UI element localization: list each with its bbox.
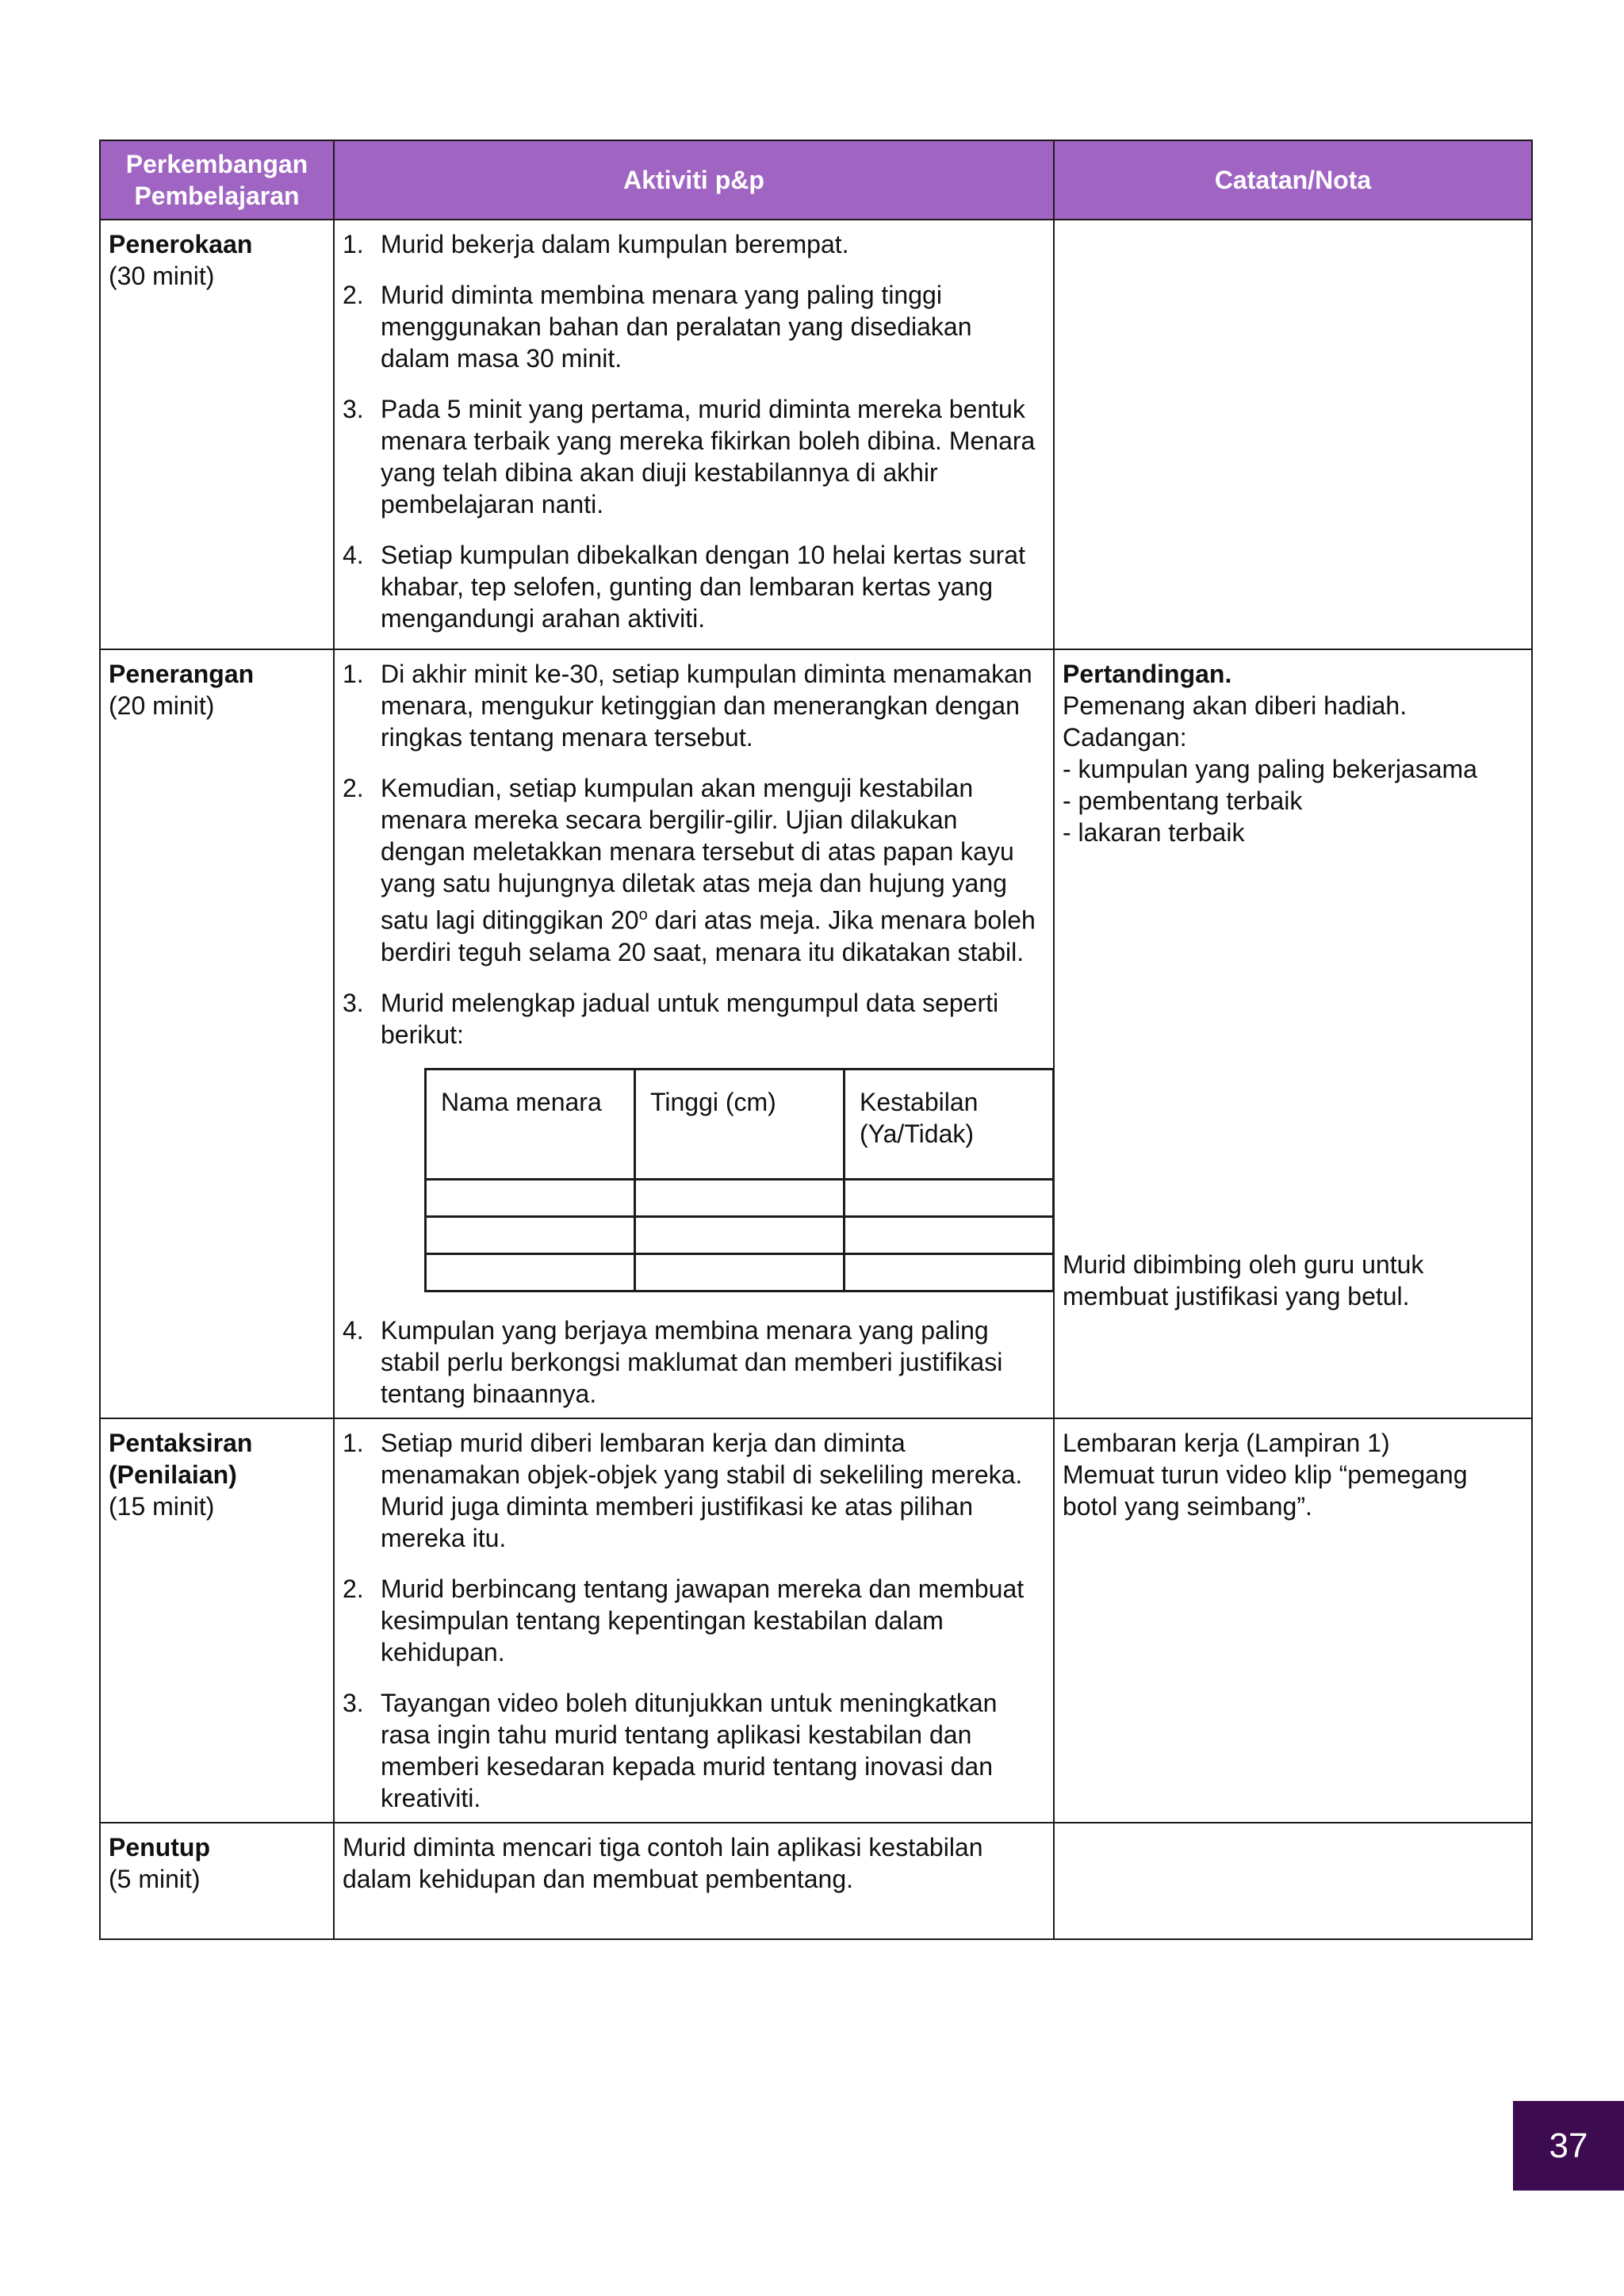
activity-steps bbox=[343, 658, 1045, 1410]
activity-step: 4. Setiap kumpulan dibekalkan dengan 10 helai kertas surat khabar, tep selofen, gunting dan lembaran kertas yang mengandungi arahan aktiviti. bbox=[343, 541, 1025, 633]
stage-cell bbox=[100, 1823, 334, 1939]
notes-line: Memuat turun video klip “pemegang botol yang seimbang”. bbox=[1063, 1460, 1468, 1521]
notes-guidance: Murid dibimbing oleh guru untuk membuat justifikasi yang betul. bbox=[1063, 1250, 1424, 1311]
notes-line: Lembaran kerja (Lampiran 1) bbox=[1063, 1428, 1390, 1457]
stage-duration: (15 minit) bbox=[109, 1491, 215, 1521]
stage-cell bbox=[100, 220, 334, 649]
stage-duration: (20 minit) bbox=[109, 691, 215, 720]
notes-cell bbox=[1054, 649, 1532, 1418]
activity-step: 2. Murid diminta membina menara yang paling tinggi menggunakan bahan dan peralatan yang disediakan dalam masa 30 minit. bbox=[343, 281, 972, 373]
notes-line: - kumpulan yang paling bekerjasama bbox=[1063, 755, 1477, 783]
stage-cell bbox=[100, 649, 334, 1418]
notes-line: - pembentang terbaik bbox=[1063, 786, 1303, 815]
activity-step: 1. Di akhir minit ke-30, setiap kumpulan diminta menamakan menara, mengukur ketinggian dan menerangkan dengan ringkas tentang menara tersebut. bbox=[343, 660, 1032, 752]
data-table-cell[interactable] bbox=[426, 1179, 635, 1216]
data-table-cell[interactable] bbox=[635, 1216, 845, 1253]
activity-step: 4. Kumpulan yang berjaya membina menara yang paling stabil perlu berkongsi maklumat dan memberi justifikasi tentang binaannya. bbox=[343, 1315, 1003, 1408]
activity-steps bbox=[343, 1427, 1045, 1814]
header-activity: Aktiviti p&p bbox=[334, 140, 1054, 220]
page-number: 37 bbox=[1513, 2101, 1624, 2191]
data-table-header: Kestabilan (Ya/Tidak) bbox=[845, 1069, 1054, 1179]
activity-steps bbox=[343, 228, 1045, 634]
data-table-row bbox=[426, 1216, 1054, 1253]
degree-superscript: o bbox=[638, 906, 648, 924]
header-stage: Perkembangan Pembelajaran bbox=[100, 140, 334, 220]
data-table-cell[interactable] bbox=[845, 1216, 1054, 1253]
notes-title: Pertandingan. bbox=[1063, 660, 1232, 688]
stage-cell bbox=[100, 1418, 334, 1823]
table-row-penutup bbox=[100, 1823, 1532, 1939]
activity-step: 2. Kemudian, setiap kumpulan akan menguji kestabilan menara mereka secara bergilir-gilir. Ujian dilakukan dengan meletakkan menara tersebut di atas papan kayu yang satu hujungnya diletak atas meja dan hujung yang satu lagi ditinggikan 20$^o$ dari atas meja. Jika menara boleh berdiri teguh selama 20 saat, menara itu dikatakan stabil. bbox=[343, 774, 1036, 966]
activity-cell bbox=[334, 220, 1054, 649]
data-table-header: Nama menara bbox=[426, 1069, 635, 1179]
notes-line: - lakaran terbaik bbox=[1063, 818, 1245, 847]
header-notes: Catatan/Nota bbox=[1054, 140, 1532, 220]
data-table-cell[interactable] bbox=[426, 1253, 635, 1291]
notes-cell bbox=[1054, 220, 1532, 649]
notes-line: Pemenang akan diberi hadiah. bbox=[1063, 691, 1408, 720]
data-table-header: Tinggi (cm) bbox=[635, 1069, 845, 1179]
data-table-cell[interactable] bbox=[635, 1253, 845, 1291]
stage-duration: (5 minit) bbox=[109, 1864, 201, 1893]
stage-duration: (30 minit) bbox=[109, 262, 215, 290]
data-collection-table bbox=[424, 1068, 1055, 1292]
activity-step: 1. Murid bekerja dalam kumpulan berempat. bbox=[343, 230, 849, 258]
activity-step: 1. Setiap murid diberi lembaran kerja dan diminta menamakan objek-objek yang stabil di sekeliling mereka. Murid juga diminta memberi justifikasi ke atas pilihan mereka itu. bbox=[343, 1428, 1023, 1552]
table-header-row bbox=[100, 140, 1532, 220]
activity-step: 3. Tayangan video boleh ditunjukkan untuk meningkatkan rasa ingin tahu murid tentang aplikasi kestabilan dan memberi kesedaran kepada murid tentang inovasi dan kreativiti. bbox=[343, 1688, 998, 1812]
notes-cell bbox=[1054, 1823, 1532, 1939]
stage-name: Pentaksiran bbox=[109, 1428, 253, 1457]
activity-step: 3. Murid melengkap jadual untuk mengumpul data seperti berikut: Nama menara Tinggi (cm) Kestabilan (Ya/Tidak) bbox=[343, 987, 1045, 1292]
data-table-cell[interactable] bbox=[845, 1179, 1054, 1216]
table-row-pentaksiran bbox=[100, 1418, 1532, 1823]
data-table-cell[interactable] bbox=[426, 1216, 635, 1253]
activity-cell bbox=[334, 1418, 1054, 1823]
activity-step: 2. Murid berbincang tentang jawapan mereka dan membuat kesimpulan tentang kepentingan kestabilan dalam kehidupan. bbox=[343, 1574, 1025, 1667]
data-table-row bbox=[426, 1179, 1054, 1216]
notes-cell bbox=[1054, 1418, 1532, 1823]
activity-cell bbox=[334, 649, 1054, 1418]
stage-name: Penerangan bbox=[109, 660, 255, 688]
table-row-penerokaan bbox=[100, 220, 1532, 649]
stage-subtitle: (Penilaian) bbox=[109, 1460, 237, 1489]
activity-cell: Murid diminta mencari tiga contoh lain aplikasi kestabilan dalam kehidupan dan membuat pembentang. bbox=[334, 1823, 1054, 1939]
data-table-cell[interactable] bbox=[635, 1179, 845, 1216]
table-row-penerangan bbox=[100, 649, 1532, 1418]
data-table-header-row bbox=[426, 1069, 1054, 1179]
activity-step: 3. Pada 5 minit yang pertama, murid diminta mereka bentuk menara terbaik yang mereka fikirkan boleh dibina. Menara yang telah dibina akan diuji kestabilannya di akhir pembelajaran nanti. bbox=[343, 395, 1036, 519]
data-table-row bbox=[426, 1253, 1054, 1291]
lesson-plan-table bbox=[99, 140, 1533, 1940]
notes-line: Cadangan: bbox=[1063, 723, 1187, 752]
stage-name: Penerokaan bbox=[109, 230, 253, 258]
data-table-cell[interactable] bbox=[845, 1253, 1054, 1291]
stage-name: Penutup bbox=[109, 1832, 210, 1862]
